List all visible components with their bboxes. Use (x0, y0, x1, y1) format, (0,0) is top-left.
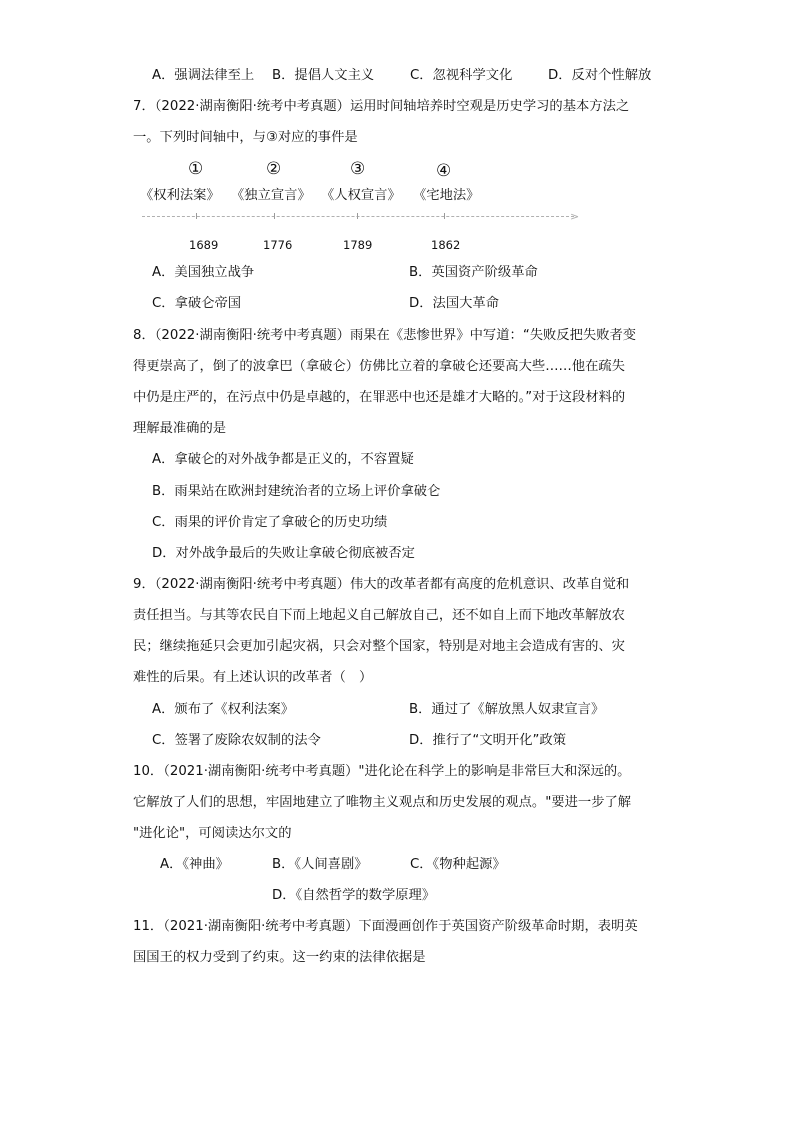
q7-stem-line-2: 一。下列时间轴中，与③对应的事件是 (133, 130, 358, 145)
q8-option-a[interactable]: A．拿破仑的对外战争都是正义的，不容置疑 (152, 452, 414, 467)
q9-option-c[interactable]: C．签署了废除农奴制的法令 (152, 733, 321, 748)
q10-option-d[interactable]: D．《自然哲学的数学原理》 (272, 888, 436, 903)
q8-stem-line-1: 8．（2022·湖南衡阳·统考中考真题）雨果在《悲惨世界》中写道：“失败反把失败者变 (133, 328, 637, 343)
timeline-marker-3: ③ (350, 159, 366, 179)
q9-option-b[interactable]: B．通过了《解放黑人奴隶宣言》 (409, 702, 605, 717)
timeline-year-3: 1789 (343, 238, 373, 252)
q10-option-c[interactable]: C．《物种起源》 (410, 857, 506, 872)
timeline-tick (444, 213, 445, 219)
timeline-year-4: 1862 (431, 238, 461, 252)
q9-stem-line-3: 民；继续拖延只会更加引起灾祸，只会对整个国家，特别是对地主会造成有害的、灾 (133, 639, 625, 654)
q8-stem-line-4: 理解最准确的是 (133, 421, 227, 436)
q8-stem-line-3: 中仍是庄严的，在污点中仍是卓越的，在罪恶中也还是雄才大略的。”对于这段材料的 (133, 390, 626, 405)
timeline-year-1: 1689 (189, 238, 219, 252)
q8-option-d[interactable]: D．对外战争最后的失败让拿破仑彻底被否定 (152, 546, 415, 561)
q6-option-d[interactable]: D．反对个性解放 (548, 68, 652, 83)
timeline-marker-2: ② (266, 159, 282, 179)
timeline-document-1: 《权利法案》 (140, 188, 220, 203)
q7-stem-line-1: 7．（2022·湖南衡阳·统考中考真题）运用时间轴培养时空观是历史学习的基本方法之 (133, 99, 630, 114)
q6-option-c[interactable]: C．忽视科学文化 (410, 68, 513, 83)
timeline-tick (274, 213, 275, 219)
q9-stem-line-1: 9．（2022·湖南衡阳·统考中考真题）伟大的改革者都有高度的危机意识、改革自觉和 (133, 577, 630, 592)
q8-option-c[interactable]: C．雨果的评价肯定了拿破仑的历史功绩 (152, 515, 388, 530)
q9-option-d[interactable]: D．推行了“文明开化”政策 (409, 733, 566, 748)
q10-stem-line-1: 10．（2021·湖南衡阳·统考中考真题）"进化论在科学上的影响是非常巨大和深远的。 (133, 764, 631, 779)
q9-stem-line-2: 责任担当。与其等农民自下而上地起义自己解放自己，还不如自上而下地改革解放农 (133, 608, 625, 623)
timeline-marker-4: ④ (436, 161, 452, 181)
timeline-marker-1: ① (188, 159, 204, 179)
q9-stem-line-4: 难性的后果。有上述认识的改革者（ ） (133, 670, 373, 685)
q7-option-d[interactable]: D．法国大革命 (409, 296, 500, 311)
timeline-document-4: 《宅地法》 (413, 188, 480, 203)
q9-option-a[interactable]: A．颁布了《权利法案》 (152, 702, 295, 717)
q10-stem-line-2: 它解放了人们的思想，牢固地建立了唯物主义观点和历史发展的观点。"要进一步了解 (133, 795, 632, 810)
q10-option-b[interactable]: B．《人间喜剧》 (272, 857, 368, 872)
timeline-tick (357, 213, 358, 219)
q8-stem-line-2: 得更崇高了，倒了的波拿巴（拿破仑）仿佛比立着的拿破仑还要高大些……他在疏失 (133, 359, 625, 374)
timeline-axis (142, 216, 574, 217)
q10-option-a[interactable]: A．《神曲》 (160, 857, 229, 872)
q6-option-b[interactable]: B．提倡人文主义 (272, 68, 375, 83)
q11-stem-line-1: 11．（2021·湖南衡阳·统考中考真题）下面漫画创作于英国资产阶级革命时期，表明英 (133, 919, 638, 934)
timeline-year-2: 1776 (263, 238, 293, 252)
q7-option-a[interactable]: A．美国独立战争 (152, 265, 255, 280)
q6-option-a[interactable]: A．强调法律至上 (152, 68, 255, 83)
timeline-tick (196, 213, 197, 219)
q8-option-b[interactable]: B．雨果站在欧洲封建统治者的立场上评价拿破仑 (152, 484, 441, 499)
q7-option-c[interactable]: C．拿破仑帝国 (152, 296, 242, 311)
q11-stem-line-2: 国国王的权力受到了约束。这一约束的法律依据是 (133, 950, 426, 965)
timeline-document-3: 《人权宣言》 (321, 188, 401, 203)
q7-option-b[interactable]: B．英国资产阶级革命 (409, 265, 538, 280)
q10-stem-line-3: "进化论"，可阅读达尔文的 (133, 826, 292, 841)
timeline-arrow-icon: > (570, 210, 580, 223)
timeline-document-2: 《独立宣言》 (231, 188, 311, 203)
